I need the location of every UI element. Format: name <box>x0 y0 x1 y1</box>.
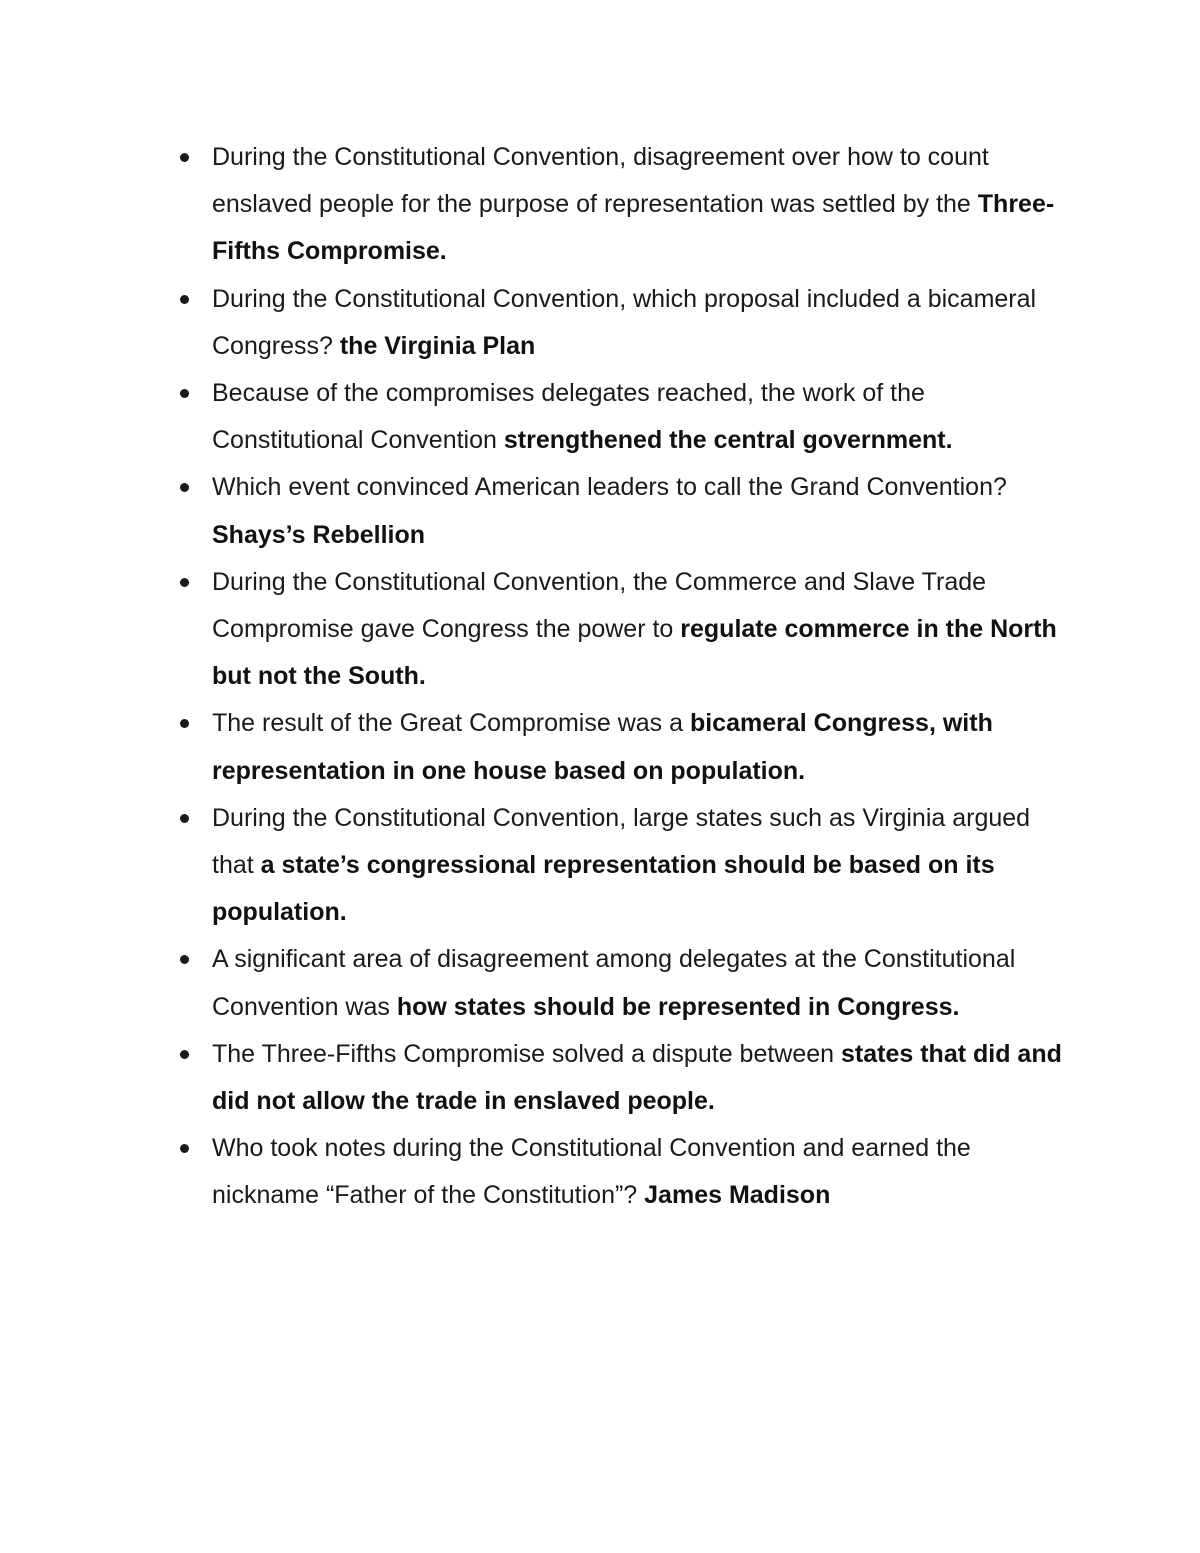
question-text: The result of the Great Compromise was a <box>212 709 690 738</box>
list-item <box>175 1031 1075 1125</box>
answer-text: regulate commerce in the North but not the South. <box>212 615 1057 691</box>
answer-text: states that did and did not allow the trade in enslaved people. <box>212 1039 1062 1116</box>
list-item <box>175 276 1075 370</box>
answer-text: Three-Fifths Compromise. <box>212 190 1055 266</box>
answer-text: strengthened the central government. <box>503 426 953 455</box>
bullet-icon <box>180 295 189 304</box>
bullet-icon <box>180 1144 189 1153</box>
answer-text: Shays’s Rebellion <box>212 520 426 549</box>
list-item <box>175 370 1075 464</box>
list-item <box>175 1125 1075 1219</box>
list-item <box>175 700 1075 794</box>
bullet-list <box>175 134 1075 1220</box>
bullet-icon <box>180 719 189 728</box>
question-text: Because of the compromises delegates reached, the work of the Constitutional Convention <box>212 379 925 455</box>
bullet-icon <box>180 955 189 964</box>
bullet-icon <box>180 153 189 162</box>
question-text: Who took notes during the Constitutional Convention and earned the nickname “Father of the Constitution”? <box>212 1134 971 1210</box>
question-text: During the Constitutional Convention, which proposal included a bicameral Congress? <box>212 284 1037 360</box>
question-text: During the Constitutional Convention, the Commerce and Slave Trade Compromise gave Congress the power to <box>212 567 987 644</box>
answer-text: how states should be represented in Congress. <box>396 992 960 1021</box>
list-item <box>175 936 1075 1030</box>
question-text: During the Constitutional Convention, disagreement over how to count enslaved people for the purpose of representation was settled by the <box>212 143 989 219</box>
answer-text: the Virginia Plan <box>339 331 536 360</box>
list-item <box>175 134 1075 276</box>
answer-text: a state’s congressional representation should be based on its population. <box>212 851 995 927</box>
bullet-icon <box>180 483 189 492</box>
list-item <box>175 795 1075 937</box>
answer-text: bicameral Congress, with representation in one house based on population. <box>212 709 993 785</box>
bullet-icon <box>180 1050 189 1059</box>
answer-text: James Madison <box>644 1181 831 1210</box>
bullet-icon <box>180 578 189 587</box>
question-text: Which event convinced American leaders to call the Grand Convention? <box>212 473 1007 502</box>
question-text: The Three-Fifths Compromise solved a dispute between <box>212 1039 842 1068</box>
list-item <box>175 559 1075 701</box>
question-text: During the Constitutional Convention, large states such as Virginia argued that <box>212 803 1031 880</box>
bullet-icon <box>180 814 189 823</box>
question-text: A significant area of disagreement among delegates at the Constitutional Convention was <box>212 945 1016 1021</box>
list-item <box>175 464 1075 558</box>
bullet-icon <box>180 389 189 398</box>
